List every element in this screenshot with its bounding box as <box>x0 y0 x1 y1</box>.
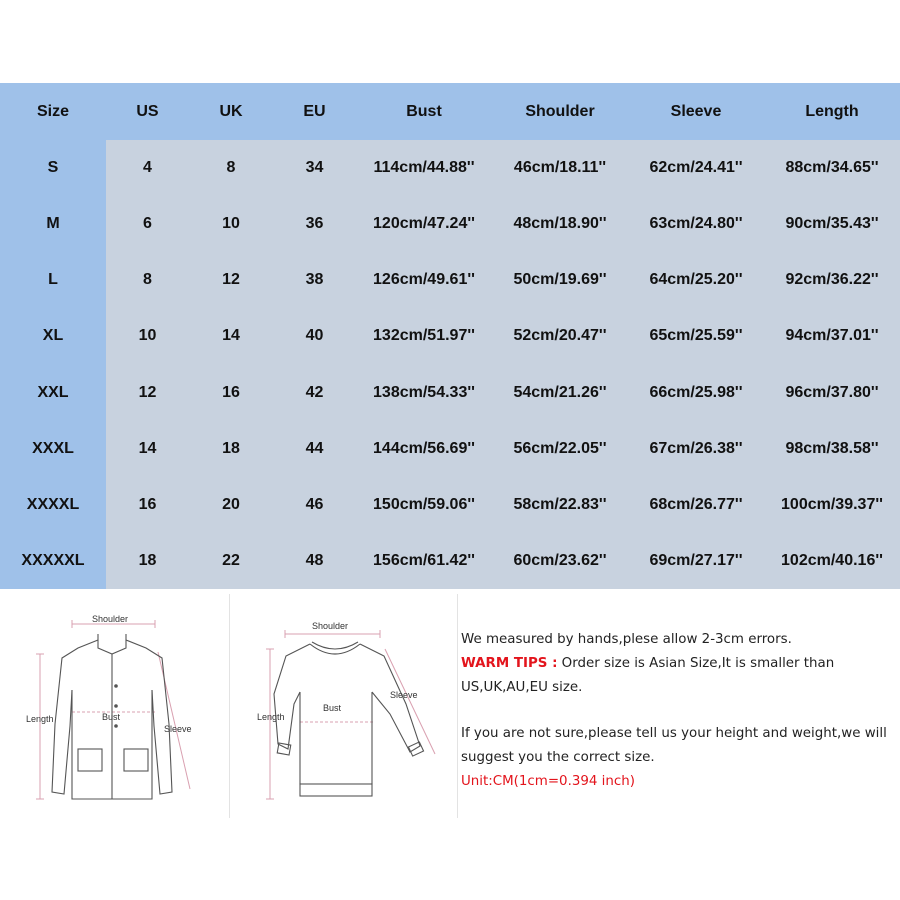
cell-shoulder: 60cm/23.62'' <box>492 533 628 589</box>
cell-bust: 120cm/47.24'' <box>356 196 492 252</box>
cell-us: 8 <box>106 252 189 308</box>
measurement-guide <box>0 594 900 818</box>
cell-uk: 16 <box>189 365 273 421</box>
warm-tips-text: Order size is Asian Size,It is smaller than US,UK,AU,EU size. <box>461 656 835 695</box>
cell-shoulder: 56cm/22.05'' <box>492 421 628 477</box>
cell-eu: 44 <box>273 421 356 477</box>
cell-us: 18 <box>106 533 189 589</box>
cell-size: XXXXL <box>0 477 106 533</box>
cell-uk: 20 <box>189 477 273 533</box>
header-size: Size <box>0 83 106 140</box>
cell-uk: 22 <box>189 533 273 589</box>
table-row <box>0 477 900 533</box>
table-row <box>0 533 900 589</box>
table-row <box>0 252 900 308</box>
cell-shoulder: 52cm/20.47'' <box>492 308 628 364</box>
cell-bust: 132cm/51.97'' <box>356 308 492 364</box>
cell-us: 6 <box>106 196 189 252</box>
cell-sleeve: 63cm/24.80'' <box>628 196 764 252</box>
cell-bust: 150cm/59.06'' <box>356 477 492 533</box>
cell-sleeve: 65cm/25.59'' <box>628 308 764 364</box>
cell-uk: 12 <box>189 252 273 308</box>
jacket-diagram <box>0 594 228 818</box>
cell-size: S <box>0 140 106 196</box>
advice-note: If you are not sure,please tell us your height and weight,we will suggest you the correct size. <box>461 726 887 765</box>
jacket-diagram-panel <box>0 594 228 818</box>
cell-bust: 114cm/44.88'' <box>356 140 492 196</box>
cell-us: 4 <box>106 140 189 196</box>
table-row <box>0 140 900 196</box>
sweater-diagram <box>230 594 457 818</box>
cell-eu: 36 <box>273 196 356 252</box>
header-sleeve: Sleeve <box>628 83 764 140</box>
size-notes <box>461 628 900 794</box>
cell-shoulder: 48cm/18.90'' <box>492 196 628 252</box>
cell-sleeve: 62cm/24.41'' <box>628 140 764 196</box>
header-bust: Bust <box>356 83 492 140</box>
cell-eu: 46 <box>273 477 356 533</box>
cell-shoulder: 58cm/22.83'' <box>492 477 628 533</box>
sweater-bust-label: Bust <box>323 703 342 713</box>
cell-us: 12 <box>106 365 189 421</box>
table-header-row <box>0 83 900 140</box>
cell-size: L <box>0 252 106 308</box>
cell-eu: 42 <box>273 365 356 421</box>
table-row <box>0 308 900 364</box>
jacket-sleeve-label: Sleeve <box>164 724 192 734</box>
jacket-length-label: Length <box>26 714 54 724</box>
warm-tips-label: WARM TIPS : <box>461 656 558 671</box>
cell-size: XL <box>0 308 106 364</box>
cell-uk: 14 <box>189 308 273 364</box>
cell-sleeve: 64cm/25.20'' <box>628 252 764 308</box>
table-row <box>0 365 900 421</box>
cell-us: 14 <box>106 421 189 477</box>
cell-eu: 38 <box>273 252 356 308</box>
sweater-diagram-panel <box>229 594 457 818</box>
cell-uk: 10 <box>189 196 273 252</box>
cell-size: XXXXXL <box>0 533 106 589</box>
sweater-shoulder-label: Shoulder <box>312 621 349 631</box>
cell-bust: 126cm/49.61'' <box>356 252 492 308</box>
cell-length: 102cm/40.16'' <box>764 533 900 589</box>
jacket-bust-label: Bust <box>102 712 121 722</box>
cell-uk: 18 <box>189 421 273 477</box>
cell-length: 88cm/34.65'' <box>764 140 900 196</box>
notes-panel <box>457 594 900 818</box>
cell-size: M <box>0 196 106 252</box>
header-eu: EU <box>273 83 356 140</box>
cell-eu: 34 <box>273 140 356 196</box>
cell-sleeve: 69cm/27.17'' <box>628 533 764 589</box>
table-row <box>0 196 900 252</box>
cell-length: 94cm/37.01'' <box>764 308 900 364</box>
measure-note: We measured by hands,plese allow 2-3cm errors. <box>461 632 792 647</box>
cell-shoulder: 54cm/21.26'' <box>492 365 628 421</box>
cell-length: 96cm/37.80'' <box>764 365 900 421</box>
cell-us: 16 <box>106 477 189 533</box>
cell-length: 98cm/38.58'' <box>764 421 900 477</box>
cell-uk: 8 <box>189 140 273 196</box>
cell-length: 92cm/36.22'' <box>764 252 900 308</box>
cell-bust: 144cm/56.69'' <box>356 421 492 477</box>
jacket-shoulder-label: Shoulder <box>92 614 129 624</box>
cell-length: 100cm/39.37'' <box>764 477 900 533</box>
cell-eu: 48 <box>273 533 356 589</box>
cell-shoulder: 50cm/19.69'' <box>492 252 628 308</box>
header-us: US <box>106 83 189 140</box>
sweater-sleeve-label: Sleeve <box>390 690 418 700</box>
header-uk: UK <box>189 83 273 140</box>
warm-tips <box>461 652 900 700</box>
cell-sleeve: 66cm/25.98'' <box>628 365 764 421</box>
cell-us: 10 <box>106 308 189 364</box>
cell-size: XXXL <box>0 421 106 477</box>
cell-bust: 138cm/54.33'' <box>356 365 492 421</box>
table-row <box>0 421 900 477</box>
cell-sleeve: 68cm/26.77'' <box>628 477 764 533</box>
unit-note: Unit:CM(1cm=0.394 inch) <box>461 774 635 789</box>
cell-bust: 156cm/61.42'' <box>356 533 492 589</box>
header-length: Length <box>764 83 900 140</box>
cell-shoulder: 46cm/18.11'' <box>492 140 628 196</box>
cell-size: XXL <box>0 365 106 421</box>
sweater-length-label: Length <box>257 712 285 722</box>
cell-length: 90cm/35.43'' <box>764 196 900 252</box>
size-chart-table <box>0 83 900 589</box>
header-shoulder: Shoulder <box>492 83 628 140</box>
cell-eu: 40 <box>273 308 356 364</box>
cell-sleeve: 67cm/26.38'' <box>628 421 764 477</box>
